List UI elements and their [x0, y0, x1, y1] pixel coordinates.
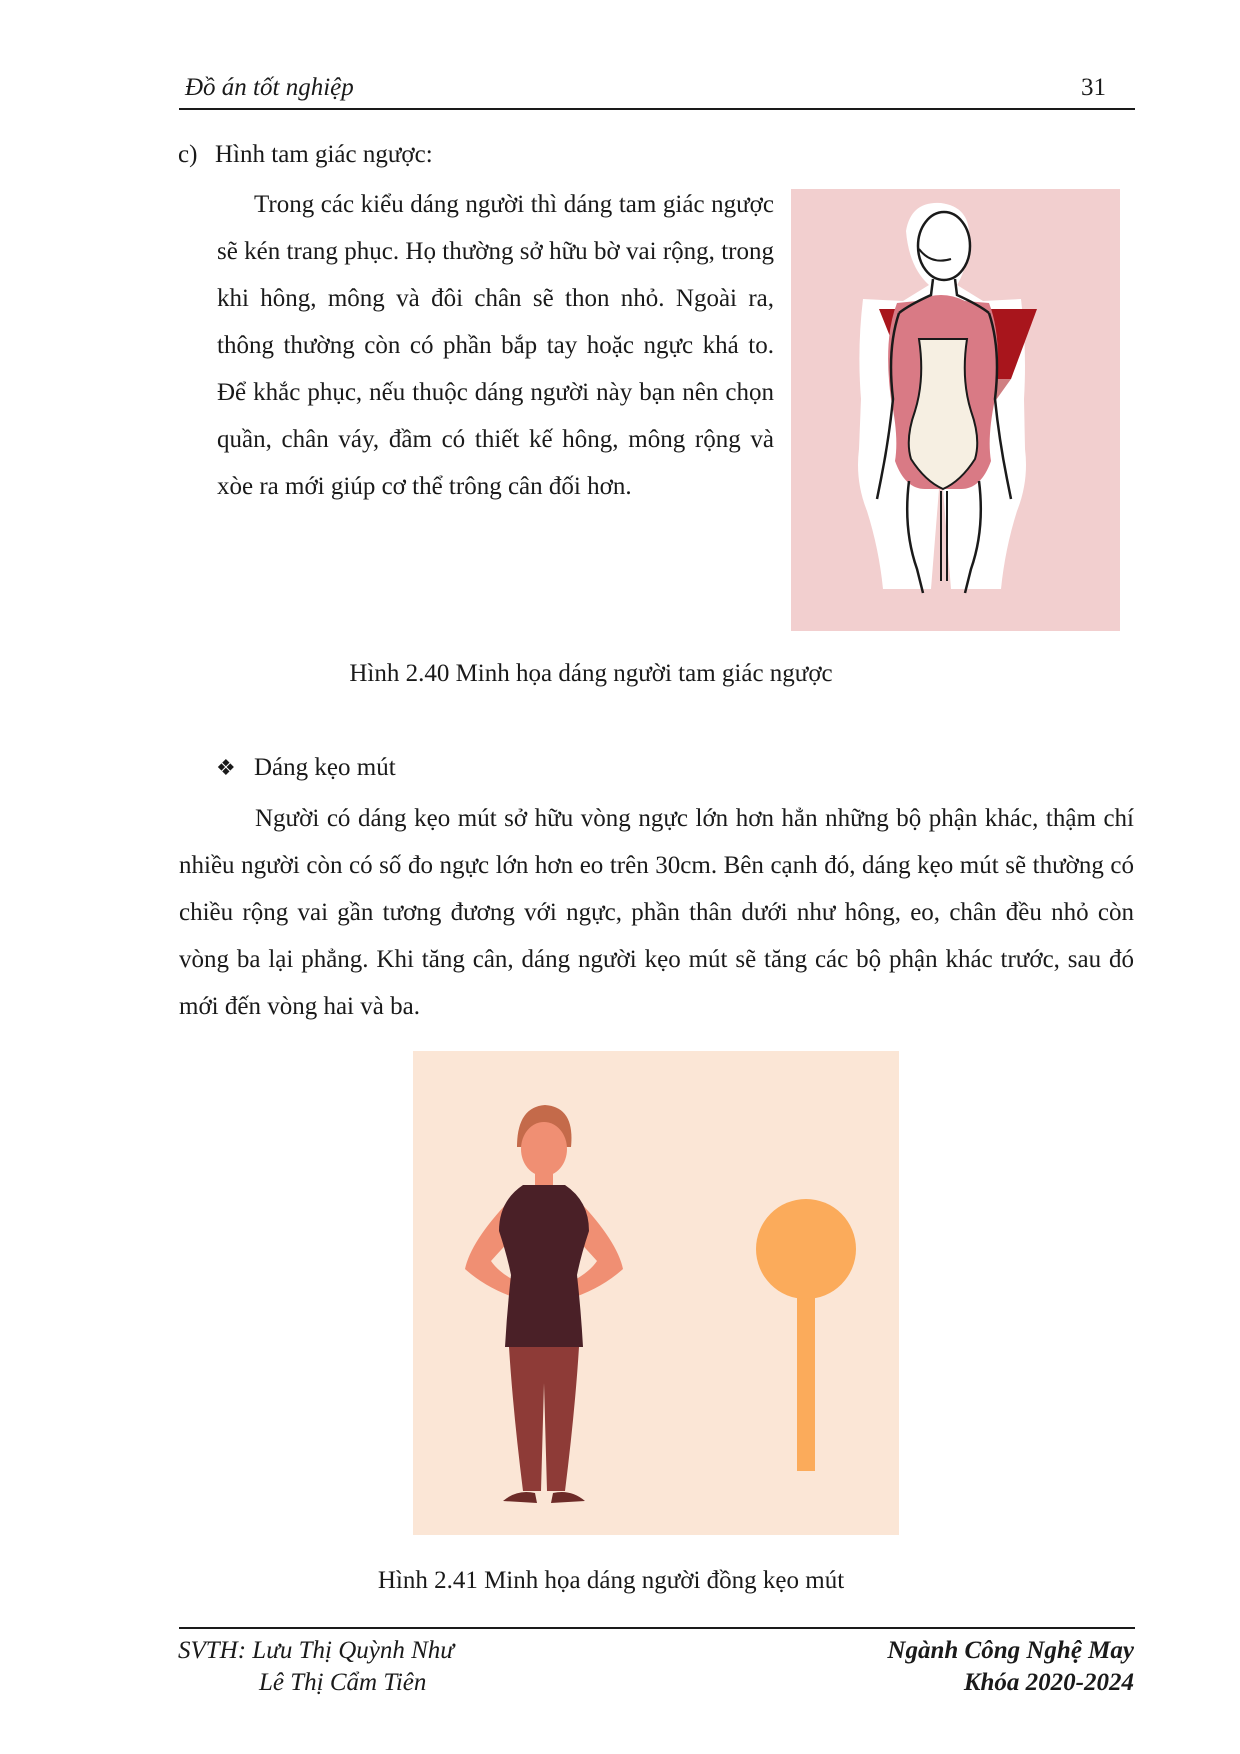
head-shape: [918, 212, 970, 280]
footer-course: Khóa 2020-2024: [963, 1669, 1134, 1696]
lollipop-heading-text: Dáng kẹo mút: [254, 754, 396, 781]
footer-divider: [179, 1627, 1135, 1629]
face-shape: [521, 1122, 567, 1176]
page-number: 31: [1081, 74, 1106, 101]
figure-1-caption: Hình 2.40 Minh họa dáng người tam giác ngược: [349, 660, 833, 687]
footer-program: [887, 1635, 1134, 1699]
lollipop-heading: [216, 754, 396, 782]
figure-2-caption: Hình 2.41 Minh họa dáng người đồng kẹo mút: [377, 1567, 845, 1594]
section-marker: c): [178, 141, 198, 168]
lollipop-candy: [756, 1199, 856, 1299]
footer-authors: [178, 1635, 454, 1699]
lollipop-figure: [413, 1051, 899, 1535]
dress-shape: [499, 1185, 589, 1347]
section-heading-c: [178, 141, 433, 169]
header-title: Đồ án tốt nghiệp: [185, 74, 354, 101]
header-divider: [179, 108, 1135, 110]
footer-author-1: SVTH: Lưu Thị Quỳnh Như: [178, 1637, 454, 1664]
lollipop-paragraph: Người có dáng kẹo mút sở hữu vòng ngực lớn hơn hẳn những bộ phận khác, thậm chí nhiều người còn có số đo ngực lớn hơn eo trên 30cm. Bên cạnh đó, dáng kẹo mút sẽ thường có chiều rộng vai gần tương đương với ngực, phần thân dưới như hông, eo, chân đều nhỏ còn vòng ba lại phẳng. Khi tăng cân, dáng người kẹo mút sẽ tăng các bộ phận khác trước, sau đó mới đến vòng hai và ba.: [179, 805, 1134, 1020]
lollipop-stick: [797, 1269, 815, 1471]
inverted-triangle-figure: [791, 189, 1120, 631]
inverted-triangle-paragraph: Trong các kiểu dáng người thì dáng tam giác ngược sẽ kén trang phục. Họ thường sở hữu bờ vai rộng, trong khi hông, mông và đôi chân sẽ thon nhỏ. Ngoài ra, thông thường còn có phần bắp tay hoặc ngực khá to. Để khắc phục, nếu thuộc dáng người này bạn nên chọn quần, chân váy, đầm có thiết kế hông, mông rộng và xòe ra mới giúp cơ thể trông cân đối hơn.: [217, 191, 774, 500]
footer-major: Ngành Công Nghệ May: [887, 1637, 1134, 1664]
footer-author-2: Lê Thị Cẩm Tiên: [259, 1669, 427, 1696]
section-heading-text: Hình tam giác ngược:: [215, 141, 433, 168]
diamond-bullet-icon: ❖: [216, 756, 236, 781]
